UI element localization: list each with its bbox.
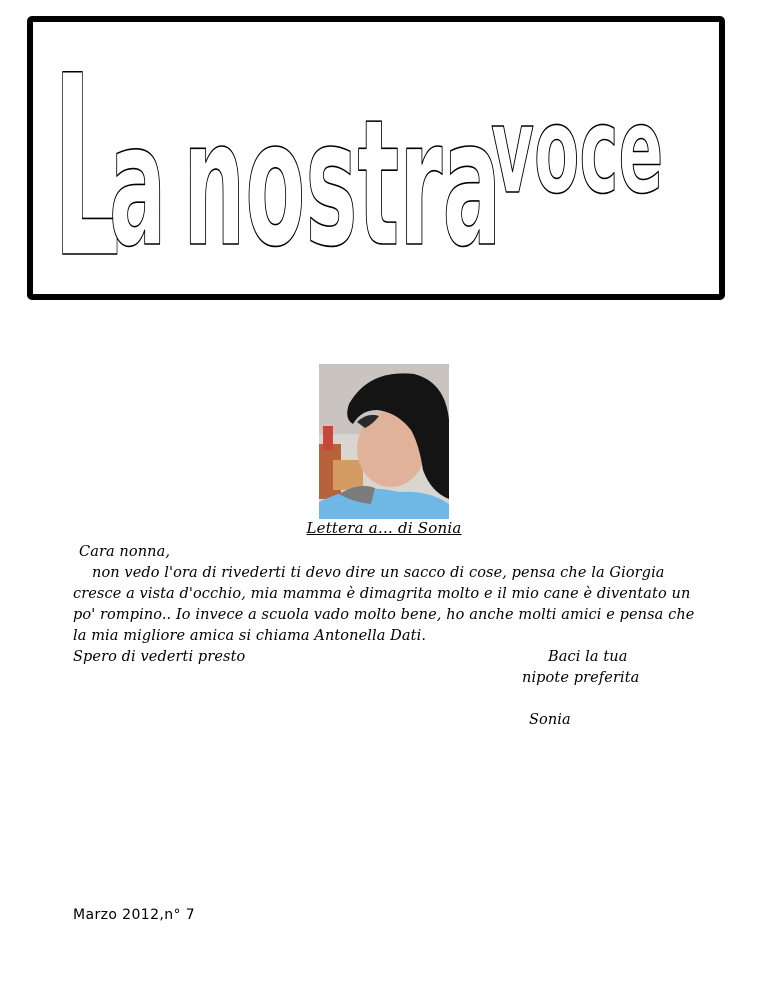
letter-signature: Sonia	[529, 712, 571, 728]
letter-body	[73, 542, 703, 731]
letter-line: la mia migliore amica si chiama Antonella Dati.	[73, 628, 427, 644]
letter-line: non vedo l'ora di rivederti ti devo dire un sacco di cose, pensa che la Giorgia	[92, 565, 665, 581]
letter-signature-row	[73, 710, 703, 731]
author-photo	[319, 364, 449, 519]
masthead-title-graphic	[33, 22, 719, 294]
masthead-banner	[27, 16, 725, 300]
letter-greeting: Cara nonna,	[79, 544, 171, 560]
issue-footer: Marzo 2012,n° 7	[73, 907, 196, 923]
title-letter-a: a	[109, 85, 167, 285]
title-word-nostra: nostra	[183, 82, 502, 286]
letter-closing-right-2: nipote preferita	[522, 670, 640, 686]
letter-heading: Lettera a… di Sonia	[306, 519, 462, 537]
letter-closing-row-2	[73, 668, 703, 689]
title-letter-l: L	[53, 23, 120, 294]
letter-closing-row	[73, 647, 703, 668]
letter-line: po' rompino.. Io invece a scuola vado molto bene, ho anche molti amici e pensa che	[73, 607, 695, 623]
letter-line: cresce a vista d'occhio, mia mamma è dimagrita molto e il mio cane è diventato un	[73, 586, 691, 602]
letter-closing-right: Baci la tua	[548, 649, 628, 665]
title-word-voce: voce	[491, 80, 664, 221]
letter-closing-left: Spero di vederti presto	[73, 649, 246, 665]
